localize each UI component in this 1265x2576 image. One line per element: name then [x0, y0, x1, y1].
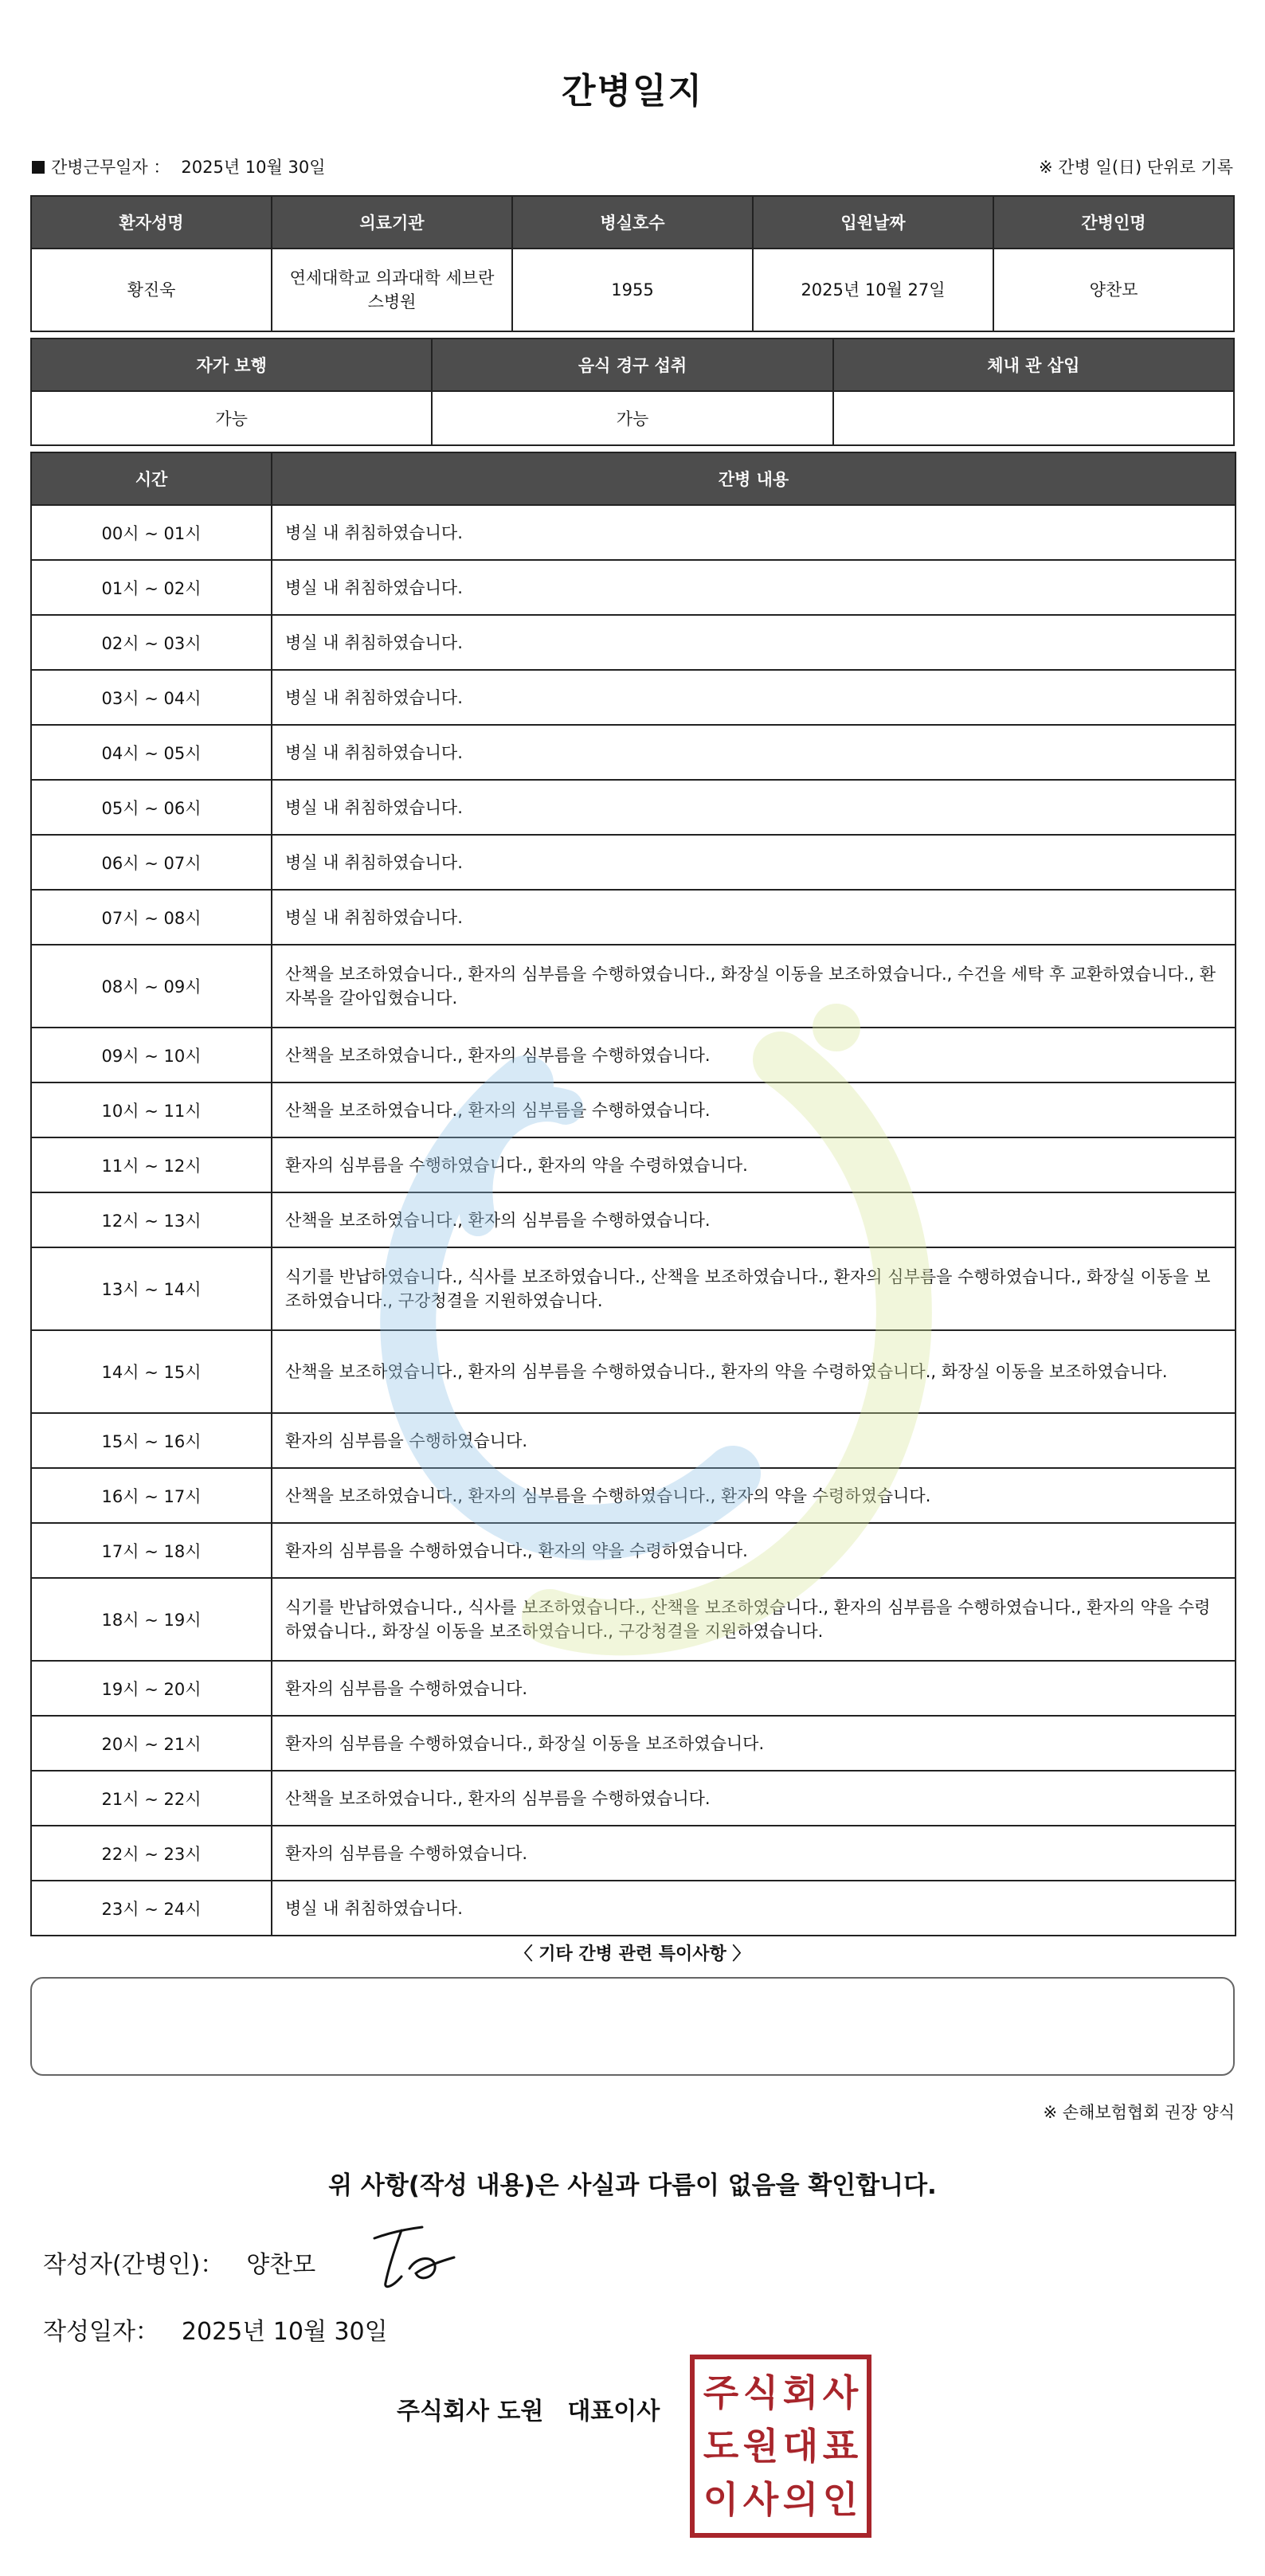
info-header: 환자성명 — [31, 196, 272, 249]
info-header: 간병인명 — [993, 196, 1234, 249]
seal-glyph: 대 — [782, 2424, 819, 2468]
log-time: 12시 ~ 13시 — [31, 1192, 272, 1247]
log-header-content: 간병 내용 — [272, 452, 1236, 505]
writer-name: 양찬모 — [246, 2251, 316, 2279]
log-row — [31, 890, 1236, 945]
patient-status-table — [30, 338, 1235, 446]
writer-line — [43, 2245, 315, 2280]
log-row — [31, 1028, 1236, 1082]
log-time: 00시 ~ 01시 — [31, 505, 272, 560]
log-time: 05시 ~ 06시 — [31, 780, 272, 835]
log-content: 산책을 보조하였습니다., 환자의 심부름을 수행하였습니다. — [272, 1771, 1236, 1826]
seal-glyph: 식 — [742, 2370, 779, 2414]
page-title: 간병일지 — [561, 71, 703, 112]
info-header: 입원날짜 — [753, 196, 993, 249]
log-time: 22시 ~ 23시 — [31, 1826, 272, 1881]
log-content: 병실 내 취침하였습니다. — [272, 780, 1236, 835]
log-row — [31, 1413, 1236, 1468]
special-notes-title: 〈 기타 간병 관련 특이사항 〉 — [515, 1944, 750, 1964]
log-content: 환자의 심부름을 수행하였습니다., 화장실 이동을 보조하였습니다. — [272, 1716, 1236, 1771]
seal-glyph: 도 — [703, 2424, 739, 2468]
seal-glyph: 인 — [822, 2478, 859, 2522]
written-date-value: 2025년 10월 30일 — [181, 2318, 388, 2346]
log-row — [31, 835, 1236, 890]
confirmation-statement: 위 사항(작성 내용)은 사실과 다름이 없음을 확인합니다. — [328, 2171, 937, 2200]
log-header-time: 시간 — [31, 452, 272, 505]
log-time: 15시 ~ 16시 — [31, 1413, 272, 1468]
log-content: 병실 내 취침하였습니다. — [272, 1881, 1236, 1936]
log-row — [31, 1330, 1236, 1413]
work-date-value: 2025년 10월 30일 — [181, 158, 326, 177]
care-log-table — [30, 452, 1236, 1936]
seal-glyph: 표 — [822, 2424, 859, 2468]
log-time: 02시 ~ 03시 — [31, 615, 272, 670]
log-content: 환자의 심부름을 수행하였습니다., 환자의 약을 수령하였습니다. — [272, 1137, 1236, 1192]
company-name: 주식회사 도원 — [397, 2398, 544, 2425]
oral-intake-status: 가능 — [432, 391, 832, 445]
log-time: 21시 ~ 22시 — [31, 1771, 272, 1826]
log-row — [31, 725, 1236, 780]
log-time: 07시 ~ 08시 — [31, 890, 272, 945]
seal-glyph: 사 — [822, 2370, 859, 2414]
log-content: 병실 내 취침하였습니다. — [272, 890, 1236, 945]
log-row — [31, 1082, 1236, 1137]
seal-glyph: 이 — [703, 2478, 739, 2522]
log-row — [31, 670, 1236, 725]
log-time: 19시 ~ 20시 — [31, 1661, 272, 1716]
log-row — [31, 945, 1236, 1028]
seal-glyph: 의 — [782, 2478, 819, 2522]
log-row — [31, 1826, 1236, 1881]
unit-note: ※ 간병 일(日) 단위로 기록 — [1039, 158, 1233, 177]
log-content: 산책을 보조하였습니다., 환자의 심부름을 수행하였습니다. — [272, 1082, 1236, 1137]
admission-date: 2025년 10월 27일 — [753, 249, 993, 331]
log-row — [31, 1247, 1236, 1330]
log-content: 산책을 보조하였습니다., 환자의 심부름을 수행하였습니다. — [272, 1028, 1236, 1082]
log-content: 환자의 심부름을 수행하였습니다. — [272, 1826, 1236, 1881]
info-header: 병실호수 — [512, 196, 753, 249]
log-time: 04시 ~ 05시 — [31, 725, 272, 780]
handwritten-signature — [360, 2221, 472, 2292]
log-time: 01시 ~ 02시 — [31, 560, 272, 615]
log-content: 병실 내 취침하였습니다. — [272, 670, 1236, 725]
room-number: 1955 — [512, 249, 753, 331]
work-date-line — [32, 155, 326, 178]
company-line — [397, 2391, 660, 2426]
walking-status: 가능 — [31, 391, 432, 445]
log-row — [31, 1192, 1236, 1247]
log-time: 06시 ~ 07시 — [31, 835, 272, 890]
log-content: 산책을 보조하였습니다., 환자의 심부름을 수행하였습니다. — [272, 1192, 1236, 1247]
log-time: 11시 ~ 12시 — [31, 1137, 272, 1192]
log-time: 10시 ~ 11시 — [31, 1082, 272, 1137]
work-date-label: 간병근무일자 ： — [51, 158, 170, 177]
written-date-label: 작성일자： — [43, 2318, 159, 2346]
log-row — [31, 1661, 1236, 1716]
log-content: 산책을 보조하였습니다., 환자의 심부름을 수행하였습니다., 환자의 약을 수령하였습니다., 화장실 이동을 보조하였습니다. — [272, 1330, 1236, 1413]
log-content: 식기를 반납하였습니다., 식사를 보조하였습니다., 산책을 보조하였습니다., 환자의 심부름을 수행하였습니다., 환자의 약을 수령하였습니다., 화장실 이동을 보조하였습니다., 구강청결을 지원하였습니다. — [272, 1578, 1236, 1661]
tube-insertion-status — [833, 391, 1234, 445]
log-time: 08시 ~ 09시 — [31, 945, 272, 1028]
log-row — [31, 615, 1236, 670]
log-time: 17시 ~ 18시 — [31, 1523, 272, 1578]
log-content: 병실 내 취침하였습니다. — [272, 725, 1236, 780]
seal-glyph: 원 — [742, 2424, 779, 2468]
log-row — [31, 1578, 1236, 1661]
log-row — [31, 1468, 1236, 1523]
log-content: 식기를 반납하였습니다., 식사를 보조하였습니다., 산책을 보조하였습니다., 환자의 심부름을 수행하였습니다., 화장실 이동을 보조하였습니다., 구강청결을 지원하였습니다. — [272, 1247, 1236, 1330]
caregiver-name: 양찬모 — [993, 249, 1234, 331]
log-content: 산책을 보조하였습니다., 환자의 심부름을 수행하였습니다., 환자의 약을 수령하였습니다. — [272, 1468, 1236, 1523]
log-content: 병실 내 취침하였습니다. — [272, 505, 1236, 560]
company-representative: 대표이사 — [567, 2398, 660, 2425]
square-bullet-icon — [32, 161, 45, 174]
log-row — [31, 780, 1236, 835]
log-content: 환자의 심부름을 수행하였습니다. — [272, 1413, 1236, 1468]
log-content: 환자의 심부름을 수행하였습니다., 환자의 약을 수령하였습니다. — [272, 1523, 1236, 1578]
written-date-line — [43, 2312, 388, 2347]
log-content: 병실 내 취침하였습니다. — [272, 560, 1236, 615]
log-content: 환자의 심부름을 수행하였습니다. — [272, 1661, 1236, 1716]
status-header: 음식 경구 섭취 — [432, 339, 832, 391]
seal-glyph: 사 — [742, 2478, 779, 2522]
log-row — [31, 1771, 1236, 1826]
log-row — [31, 1716, 1236, 1771]
log-time: 23시 ~ 24시 — [31, 1881, 272, 1936]
log-row — [31, 1137, 1236, 1192]
log-time: 09시 ~ 10시 — [31, 1028, 272, 1082]
log-time: 13시 ~ 14시 — [31, 1247, 272, 1330]
log-time: 14시 ~ 15시 — [31, 1330, 272, 1413]
hospital-name: 연세대학교 의과대학 세브란스병원 — [272, 249, 512, 331]
log-content: 병실 내 취침하였습니다. — [272, 835, 1236, 890]
special-notes-box — [30, 1977, 1235, 2076]
log-row — [31, 1523, 1236, 1578]
log-content: 병실 내 취침하였습니다. — [272, 615, 1236, 670]
info-header: 의료기관 — [272, 196, 512, 249]
log-time: 03시 ~ 04시 — [31, 670, 272, 725]
status-header: 체내 관 삽입 — [833, 339, 1234, 391]
form-note: ※ 손해보험협회 권장 양식 — [1043, 2103, 1235, 2122]
patient-name: 황진욱 — [31, 249, 272, 331]
writer-label: 작성자(간병인)： — [43, 2251, 225, 2279]
seal-glyph: 회 — [782, 2370, 819, 2414]
company-seal-stamp — [690, 2355, 871, 2538]
log-time: 18시 ~ 19시 — [31, 1578, 272, 1661]
log-row — [31, 560, 1236, 615]
log-row — [31, 1881, 1236, 1936]
patient-info-table — [30, 195, 1235, 332]
log-row — [31, 505, 1236, 560]
log-time: 16시 ~ 17시 — [31, 1468, 272, 1523]
status-header: 자가 보행 — [31, 339, 432, 391]
seal-glyph: 주 — [703, 2370, 739, 2414]
log-time: 20시 ~ 21시 — [31, 1716, 272, 1771]
log-content: 산책을 보조하였습니다., 환자의 심부름을 수행하였습니다., 화장실 이동을 보조하였습니다., 수건을 세탁 후 교환하였습니다., 환자복을 갈아입혔습니다. — [272, 945, 1236, 1028]
